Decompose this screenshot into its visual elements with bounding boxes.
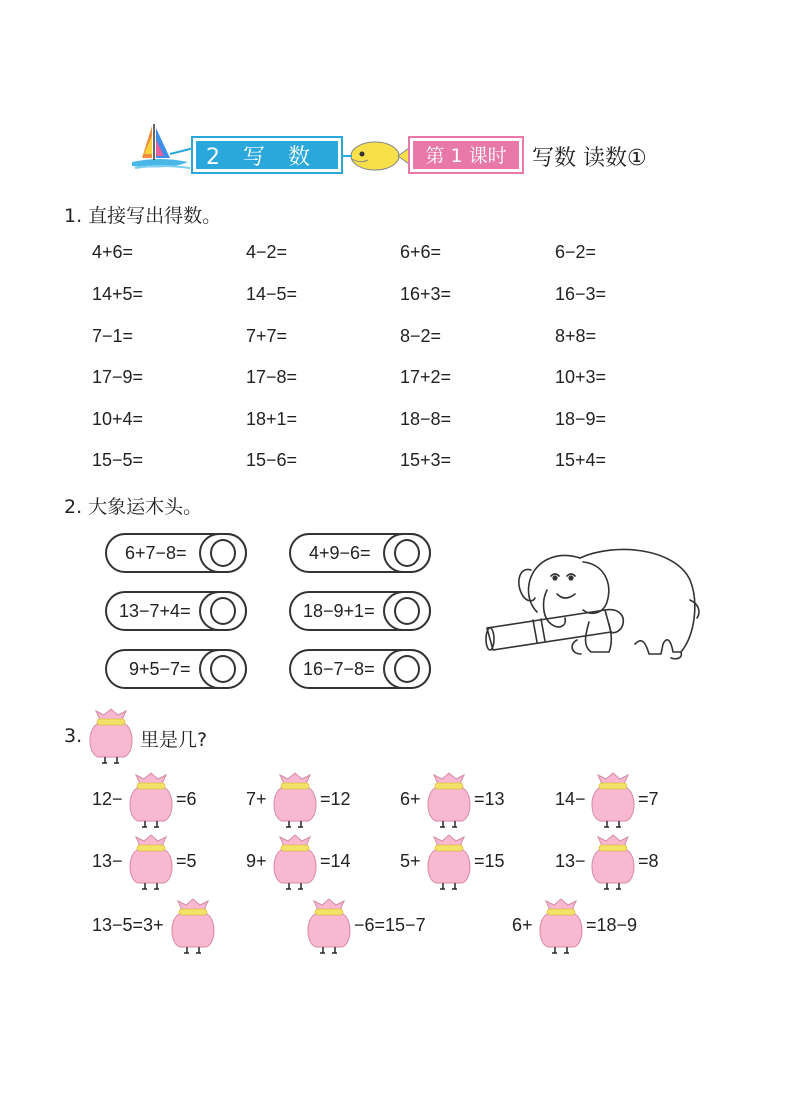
problem: 18−9= <box>555 409 607 429</box>
section-1-title: 1. 直接写出得数。 <box>64 205 222 227</box>
bag-equation-left: 9+ <box>246 851 267 871</box>
bag-icon[interactable] <box>272 834 318 890</box>
bag-equation-left: 13− <box>92 851 123 871</box>
problem: 4+6= <box>92 242 134 262</box>
bag-equation-right: =12 <box>320 789 351 809</box>
problem: 7+7= <box>246 326 288 346</box>
problem: 6+6= <box>400 242 442 262</box>
problem: 7−1= <box>92 326 134 346</box>
log-expression: 13−7+4= <box>119 601 191 621</box>
bag-icon[interactable] <box>170 898 216 954</box>
bag-icon[interactable] <box>128 772 174 828</box>
log-capsule <box>105 533 247 573</box>
sailboat-icon <box>132 124 190 168</box>
log-capsule <box>105 649 247 689</box>
bag-equation-left: 6+ <box>400 789 421 809</box>
log-expression: 9+5−7= <box>129 659 191 679</box>
bag-equation-left: 6+ <box>512 915 533 935</box>
problem: 15−5= <box>92 450 144 470</box>
problem: 14+5= <box>92 284 144 304</box>
problem: 6−2= <box>555 242 597 262</box>
answer-circle[interactable] <box>383 591 431 631</box>
log-expression: 18−9+1= <box>303 601 375 621</box>
problem: 10+3= <box>555 367 607 387</box>
problem: 17+2= <box>400 367 452 387</box>
problem: 8+8= <box>555 326 597 346</box>
bag-equation-left: 7+ <box>246 789 267 809</box>
answer-circle[interactable] <box>383 649 431 689</box>
bag-equation-right: =7 <box>638 789 659 809</box>
answer-circle[interactable] <box>199 649 247 689</box>
unit-label: 2 写 数 读 <box>193 138 341 172</box>
problem: 4−2= <box>246 242 288 262</box>
bag-icon <box>88 708 134 764</box>
log-capsule <box>289 533 431 573</box>
lesson-label: 第 1 课时 <box>410 138 522 172</box>
bag-icon[interactable] <box>426 772 472 828</box>
bag-equation-right: =18−9 <box>586 915 638 935</box>
problem: 16+3= <box>400 284 452 304</box>
bag-equation-right: −6=15−7 <box>354 915 426 935</box>
problem: 18−8= <box>400 409 452 429</box>
bag-icon[interactable] <box>128 834 174 890</box>
problem: 17−9= <box>92 367 144 387</box>
answer-circle[interactable] <box>199 533 247 573</box>
problem: 15+3= <box>400 450 452 470</box>
log-expression: 4+9−6= <box>309 543 371 563</box>
bag-icon[interactable] <box>590 772 636 828</box>
bag-icon[interactable] <box>272 772 318 828</box>
log-capsule <box>105 591 247 631</box>
bag-icon[interactable] <box>426 834 472 890</box>
bag-equation-left: 13−5=3+ <box>92 915 164 935</box>
log-expression: 6+7−8= <box>125 543 187 563</box>
problem: 16−3= <box>555 284 607 304</box>
answer-circle[interactable] <box>383 533 431 573</box>
bag-equation-left: 12− <box>92 789 123 809</box>
problem: 10+4= <box>92 409 144 429</box>
bag-equation-left: 13− <box>555 851 586 871</box>
bag-icon[interactable] <box>306 898 352 954</box>
log-capsule <box>289 649 431 689</box>
elephant-carrying-log-icon <box>485 540 705 680</box>
section-3-title <box>64 725 82 747</box>
section-3-question: 里是几? <box>140 729 208 751</box>
bag-equation-right: =14 <box>320 851 351 871</box>
section-3-number: 3. <box>64 725 83 747</box>
log-expression: 16−7−8= <box>303 659 375 679</box>
bag-equation-right: =13 <box>474 789 505 809</box>
bag-icon[interactable] <box>590 834 636 890</box>
bag-equation-right: =5 <box>176 851 197 871</box>
answer-circle[interactable] <box>199 591 247 631</box>
bag-equation-right: =8 <box>638 851 659 871</box>
problem: 14−5= <box>246 284 298 304</box>
problem: 18+1= <box>246 409 298 429</box>
section-2-title: 2. 大象运木头。 <box>64 496 203 518</box>
problem: 8−2= <box>400 326 442 346</box>
log-capsule <box>289 591 431 631</box>
lesson-title: 写数 读数① <box>532 146 647 171</box>
bag-icon[interactable] <box>538 898 584 954</box>
problem: 15−6= <box>246 450 298 470</box>
problem: 17−8= <box>246 367 298 387</box>
fish-icon <box>351 142 412 170</box>
bag-equation-right: =15 <box>474 851 505 871</box>
bag-equation-left: 14− <box>555 789 586 809</box>
problem: 15+4= <box>555 450 607 470</box>
bag-equation-right: =6 <box>176 789 197 809</box>
bag-equation-left: 5+ <box>400 851 421 871</box>
